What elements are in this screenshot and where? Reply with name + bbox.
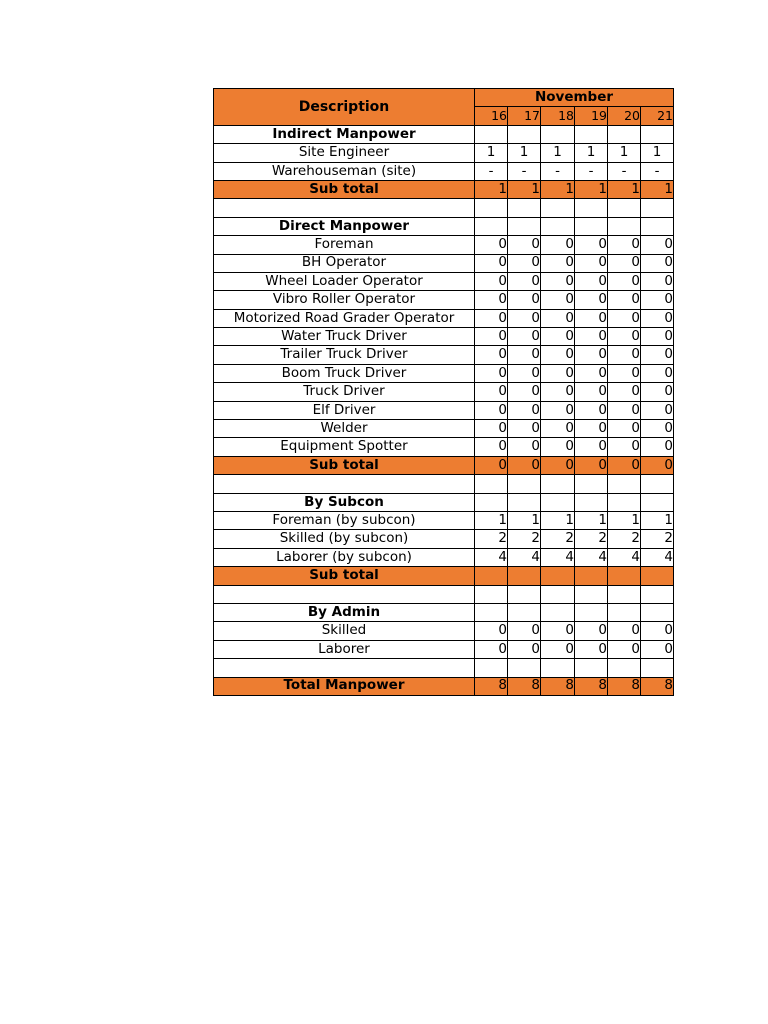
- value-cell[interactable]: 1: [608, 180, 641, 198]
- table-row: [214, 309, 674, 327]
- row-label[interactable]: Foreman (by subcon): [214, 511, 475, 529]
- value-cell[interactable]: [508, 603, 541, 621]
- value-cell[interactable]: 0: [608, 236, 641, 254]
- value-cell[interactable]: [575, 199, 608, 217]
- value-cell[interactable]: [641, 603, 674, 621]
- row-label[interactable]: Skilled (by subcon): [214, 530, 475, 548]
- value-cell[interactable]: 0: [475, 640, 508, 658]
- value-cell[interactable]: [508, 659, 541, 677]
- section-heading[interactable]: By Subcon: [214, 493, 475, 511]
- section-heading[interactable]: Indirect Manpower: [214, 125, 475, 143]
- row-label[interactable]: Equipment Spotter: [214, 438, 475, 456]
- row-label[interactable]: BH Operator: [214, 254, 475, 272]
- value-cell[interactable]: [508, 493, 541, 511]
- value-cell[interactable]: 0: [608, 456, 641, 474]
- value-cell[interactable]: 0: [608, 291, 641, 309]
- value-cell[interactable]: 0: [575, 291, 608, 309]
- value-cell[interactable]: 2: [508, 530, 541, 548]
- subtotal-row: [214, 180, 674, 198]
- table-row: [214, 401, 674, 419]
- value-cell[interactable]: 0: [475, 383, 508, 401]
- value-cell[interactable]: 0: [508, 236, 541, 254]
- value-cell[interactable]: 0: [475, 309, 508, 327]
- value-cell[interactable]: 0: [575, 622, 608, 640]
- value-cell[interactable]: 0: [508, 456, 541, 474]
- value-cell[interactable]: 2: [608, 530, 641, 548]
- subtotal-row: [214, 567, 674, 585]
- value-cell[interactable]: 0: [575, 640, 608, 658]
- value-cell[interactable]: 0: [641, 236, 674, 254]
- value-cell[interactable]: [475, 585, 508, 603]
- value-cell[interactable]: [608, 475, 641, 493]
- row-label[interactable]: Boom Truck Driver: [214, 364, 475, 382]
- value-cell[interactable]: [541, 659, 575, 677]
- value-cell[interactable]: 0: [575, 309, 608, 327]
- value-cell[interactable]: 2: [641, 530, 674, 548]
- value-cell[interactable]: 0: [608, 309, 641, 327]
- table-row: [214, 291, 674, 309]
- value-cell[interactable]: 4: [541, 548, 575, 566]
- table-row: [214, 511, 674, 529]
- value-cell[interactable]: 0: [475, 420, 508, 438]
- value-cell[interactable]: 0: [475, 328, 508, 346]
- section-row: [214, 603, 674, 621]
- table-row: [214, 328, 674, 346]
- value-cell[interactable]: 0: [608, 254, 641, 272]
- value-cell[interactable]: 0: [575, 272, 608, 290]
- value-cell[interactable]: 4: [475, 548, 508, 566]
- value-cell[interactable]: [508, 125, 541, 143]
- value-cell[interactable]: [641, 493, 674, 511]
- value-cell[interactable]: 0: [608, 640, 641, 658]
- value-cell[interactable]: 0: [475, 456, 508, 474]
- row-label[interactable]: Warehouseman (site): [214, 162, 475, 180]
- value-cell[interactable]: 1: [541, 511, 575, 529]
- value-cell[interactable]: 0: [608, 364, 641, 382]
- blank-row: [214, 199, 674, 217]
- row-label[interactable]: Truck Driver: [214, 383, 475, 401]
- table-row: [214, 236, 674, 254]
- value-cell[interactable]: 1: [641, 144, 674, 162]
- value-cell[interactable]: 0: [575, 401, 608, 419]
- value-cell[interactable]: 0: [575, 346, 608, 364]
- description-header[interactable]: Description: [214, 89, 475, 126]
- value-cell[interactable]: -: [608, 162, 641, 180]
- value-cell[interactable]: [475, 603, 508, 621]
- value-cell[interactable]: 4: [608, 548, 641, 566]
- value-cell[interactable]: 1: [608, 511, 641, 529]
- value-cell[interactable]: 0: [608, 328, 641, 346]
- value-cell[interactable]: -: [508, 162, 541, 180]
- value-cell[interactable]: 0: [575, 254, 608, 272]
- value-cell[interactable]: 0: [575, 364, 608, 382]
- value-cell[interactable]: 0: [508, 272, 541, 290]
- value-cell[interactable]: 0: [541, 456, 575, 474]
- value-cell[interactable]: 0: [508, 364, 541, 382]
- row-label[interactable]: Elf Driver: [214, 401, 475, 419]
- value-cell[interactable]: 0: [508, 383, 541, 401]
- row-label[interactable]: [214, 475, 475, 493]
- value-cell[interactable]: 0: [641, 401, 674, 419]
- value-cell[interactable]: 0: [508, 640, 541, 658]
- table-row: [214, 548, 674, 566]
- value-cell[interactable]: 0: [508, 254, 541, 272]
- value-cell[interactable]: 0: [541, 272, 575, 290]
- value-cell[interactable]: [541, 199, 575, 217]
- value-cell[interactable]: 8: [575, 677, 608, 695]
- value-cell[interactable]: 0: [641, 640, 674, 658]
- row-label[interactable]: [214, 585, 475, 603]
- value-cell[interactable]: 0: [641, 456, 674, 474]
- table-row: [214, 420, 674, 438]
- value-cell[interactable]: 1: [508, 180, 541, 198]
- section-row: [214, 125, 674, 143]
- value-cell[interactable]: 1: [641, 511, 674, 529]
- row-label[interactable]: Laborer (by subcon): [214, 548, 475, 566]
- value-cell[interactable]: [575, 567, 608, 585]
- value-cell[interactable]: -: [541, 162, 575, 180]
- value-cell[interactable]: 0: [541, 236, 575, 254]
- table-row: [214, 622, 674, 640]
- row-label[interactable]: Laborer: [214, 640, 475, 658]
- value-cell[interactable]: 4: [641, 548, 674, 566]
- value-cell[interactable]: 0: [641, 291, 674, 309]
- value-cell[interactable]: 0: [608, 401, 641, 419]
- value-cell[interactable]: [541, 585, 575, 603]
- value-cell[interactable]: -: [475, 162, 508, 180]
- value-cell[interactable]: [541, 475, 575, 493]
- value-cell[interactable]: [641, 659, 674, 677]
- table-row: [214, 254, 674, 272]
- row-label[interactable]: [214, 659, 475, 677]
- value-cell[interactable]: 0: [508, 309, 541, 327]
- row-label[interactable]: Sub total: [214, 456, 475, 474]
- value-cell[interactable]: [508, 199, 541, 217]
- value-cell[interactable]: [575, 217, 608, 235]
- manpower-table: [213, 88, 674, 696]
- value-cell[interactable]: 1: [641, 180, 674, 198]
- value-cell[interactable]: [475, 475, 508, 493]
- value-cell[interactable]: 0: [575, 328, 608, 346]
- table-header: [214, 89, 674, 126]
- value-cell[interactable]: 0: [475, 254, 508, 272]
- value-cell[interactable]: 1: [475, 144, 508, 162]
- value-cell[interactable]: 0: [508, 291, 541, 309]
- value-cell[interactable]: 0: [641, 254, 674, 272]
- row-label[interactable]: Sub total: [214, 567, 475, 585]
- table-row: [214, 162, 674, 180]
- value-cell[interactable]: 0: [575, 456, 608, 474]
- value-cell[interactable]: 0: [541, 640, 575, 658]
- table-row: [214, 438, 674, 456]
- value-cell[interactable]: 0: [608, 420, 641, 438]
- subtotal-row: [214, 456, 674, 474]
- value-cell[interactable]: 0: [508, 401, 541, 419]
- day-header[interactable]: 21: [641, 107, 674, 125]
- value-cell[interactable]: [541, 567, 575, 585]
- value-cell[interactable]: -: [641, 162, 674, 180]
- value-cell[interactable]: [641, 567, 674, 585]
- table-row: [214, 383, 674, 401]
- day-header[interactable]: 17: [508, 107, 541, 125]
- value-cell[interactable]: 0: [475, 291, 508, 309]
- value-cell[interactable]: 0: [608, 438, 641, 456]
- value-cell[interactable]: 0: [541, 328, 575, 346]
- value-cell[interactable]: 1: [575, 180, 608, 198]
- table-row: [214, 364, 674, 382]
- row-label[interactable]: Site Engineer: [214, 144, 475, 162]
- row-label[interactable]: Trailer Truck Driver: [214, 346, 475, 364]
- value-cell[interactable]: 1: [575, 511, 608, 529]
- value-cell[interactable]: [508, 585, 541, 603]
- value-cell[interactable]: [575, 125, 608, 143]
- value-cell[interactable]: 0: [641, 309, 674, 327]
- value-cell[interactable]: [575, 659, 608, 677]
- value-cell[interactable]: [641, 199, 674, 217]
- section-row: [214, 217, 674, 235]
- table-row: [214, 144, 674, 162]
- value-cell[interactable]: [608, 603, 641, 621]
- value-cell[interactable]: 0: [541, 383, 575, 401]
- value-cell[interactable]: 0: [475, 622, 508, 640]
- value-cell[interactable]: 1: [508, 144, 541, 162]
- row-label[interactable]: [214, 199, 475, 217]
- blank-row: [214, 585, 674, 603]
- value-cell[interactable]: 0: [541, 346, 575, 364]
- value-cell[interactable]: 2: [475, 530, 508, 548]
- value-cell[interactable]: 0: [508, 438, 541, 456]
- value-cell[interactable]: [575, 493, 608, 511]
- value-cell[interactable]: 0: [541, 309, 575, 327]
- value-cell[interactable]: 1: [608, 144, 641, 162]
- value-cell[interactable]: 0: [475, 236, 508, 254]
- value-cell[interactable]: 0: [541, 254, 575, 272]
- value-cell[interactable]: 0: [608, 622, 641, 640]
- value-cell[interactable]: [508, 217, 541, 235]
- table-row: [214, 640, 674, 658]
- value-cell[interactable]: 0: [508, 346, 541, 364]
- row-label[interactable]: Skilled: [214, 622, 475, 640]
- value-cell[interactable]: [541, 493, 575, 511]
- value-cell[interactable]: 4: [508, 548, 541, 566]
- value-cell[interactable]: 0: [508, 328, 541, 346]
- value-cell[interactable]: 0: [608, 272, 641, 290]
- value-cell[interactable]: [475, 659, 508, 677]
- subtotal-row: [214, 677, 674, 695]
- value-cell[interactable]: 0: [641, 364, 674, 382]
- value-cell[interactable]: 0: [608, 346, 641, 364]
- value-cell[interactable]: 0: [541, 420, 575, 438]
- section-heading[interactable]: Direct Manpower: [214, 217, 475, 235]
- value-cell[interactable]: 0: [641, 420, 674, 438]
- value-cell[interactable]: 0: [475, 346, 508, 364]
- value-cell[interactable]: [641, 217, 674, 235]
- value-cell[interactable]: 0: [541, 364, 575, 382]
- value-cell[interactable]: [575, 603, 608, 621]
- month-header[interactable]: November: [475, 89, 674, 107]
- value-cell[interactable]: 0: [508, 420, 541, 438]
- value-cell[interactable]: [475, 217, 508, 235]
- value-cell[interactable]: 4: [575, 548, 608, 566]
- value-cell[interactable]: 0: [475, 401, 508, 419]
- value-cell[interactable]: 1: [508, 511, 541, 529]
- row-label[interactable]: Water Truck Driver: [214, 328, 475, 346]
- value-cell[interactable]: 0: [575, 438, 608, 456]
- row-label[interactable]: Wheel Loader Operator: [214, 272, 475, 290]
- value-cell[interactable]: 0: [641, 383, 674, 401]
- value-cell[interactable]: -: [575, 162, 608, 180]
- value-cell[interactable]: 0: [508, 622, 541, 640]
- value-cell[interactable]: 2: [575, 530, 608, 548]
- table-row: [214, 346, 674, 364]
- value-cell[interactable]: [575, 475, 608, 493]
- value-cell[interactable]: 0: [541, 622, 575, 640]
- value-cell[interactable]: 0: [641, 346, 674, 364]
- value-cell[interactable]: 0: [608, 383, 641, 401]
- row-label[interactable]: Motorized Road Grader Operator: [214, 309, 475, 327]
- value-cell[interactable]: [608, 585, 641, 603]
- value-cell[interactable]: 0: [541, 438, 575, 456]
- value-cell[interactable]: 0: [641, 622, 674, 640]
- blank-row: [214, 475, 674, 493]
- value-cell[interactable]: 0: [641, 328, 674, 346]
- row-label[interactable]: Vibro Roller Operator: [214, 291, 475, 309]
- value-cell[interactable]: 1: [541, 144, 575, 162]
- table-row: [214, 272, 674, 290]
- value-cell[interactable]: [508, 475, 541, 493]
- value-cell[interactable]: 1: [575, 144, 608, 162]
- value-cell[interactable]: 0: [475, 272, 508, 290]
- row-label[interactable]: Foreman: [214, 236, 475, 254]
- value-cell[interactable]: 0: [641, 272, 674, 290]
- value-cell[interactable]: [641, 585, 674, 603]
- value-cell[interactable]: 0: [575, 236, 608, 254]
- day-header[interactable]: 16: [475, 107, 508, 125]
- value-cell[interactable]: [641, 475, 674, 493]
- value-cell[interactable]: 0: [475, 438, 508, 456]
- value-cell[interactable]: [608, 659, 641, 677]
- day-header[interactable]: 20: [608, 107, 641, 125]
- value-cell[interactable]: [475, 567, 508, 585]
- value-cell[interactable]: [508, 567, 541, 585]
- value-cell[interactable]: 8: [608, 677, 641, 695]
- value-cell[interactable]: 0: [541, 291, 575, 309]
- value-cell[interactable]: [541, 603, 575, 621]
- row-label[interactable]: Welder: [214, 420, 475, 438]
- value-cell[interactable]: 8: [508, 677, 541, 695]
- value-cell[interactable]: [608, 217, 641, 235]
- value-cell[interactable]: [575, 585, 608, 603]
- value-cell[interactable]: [475, 125, 508, 143]
- value-cell[interactable]: [608, 567, 641, 585]
- value-cell[interactable]: [608, 199, 641, 217]
- value-cell[interactable]: 0: [541, 401, 575, 419]
- value-cell[interactable]: 8: [475, 677, 508, 695]
- value-cell[interactable]: 0: [575, 383, 608, 401]
- day-header[interactable]: 19: [575, 107, 608, 125]
- value-cell[interactable]: 8: [641, 677, 674, 695]
- value-cell[interactable]: 0: [575, 420, 608, 438]
- value-cell[interactable]: 1: [475, 180, 508, 198]
- day-header[interactable]: 18: [541, 107, 575, 125]
- row-label[interactable]: Sub total: [214, 180, 475, 198]
- value-cell[interactable]: [541, 217, 575, 235]
- value-cell[interactable]: [641, 125, 674, 143]
- value-cell[interactable]: 2: [541, 530, 575, 548]
- value-cell[interactable]: 0: [641, 438, 674, 456]
- value-cell[interactable]: [608, 493, 641, 511]
- blank-row: [214, 659, 674, 677]
- value-cell[interactable]: 1: [475, 511, 508, 529]
- section-heading[interactable]: By Admin: [214, 603, 475, 621]
- value-cell[interactable]: 8: [541, 677, 575, 695]
- value-cell[interactable]: [608, 125, 641, 143]
- section-row: [214, 493, 674, 511]
- value-cell[interactable]: 0: [475, 364, 508, 382]
- table-body: [214, 125, 674, 695]
- value-cell[interactable]: [475, 199, 508, 217]
- table-row: [214, 530, 674, 548]
- value-cell[interactable]: [541, 125, 575, 143]
- row-label[interactable]: Total Manpower: [214, 677, 475, 695]
- value-cell[interactable]: [475, 493, 508, 511]
- value-cell[interactable]: 1: [541, 180, 575, 198]
